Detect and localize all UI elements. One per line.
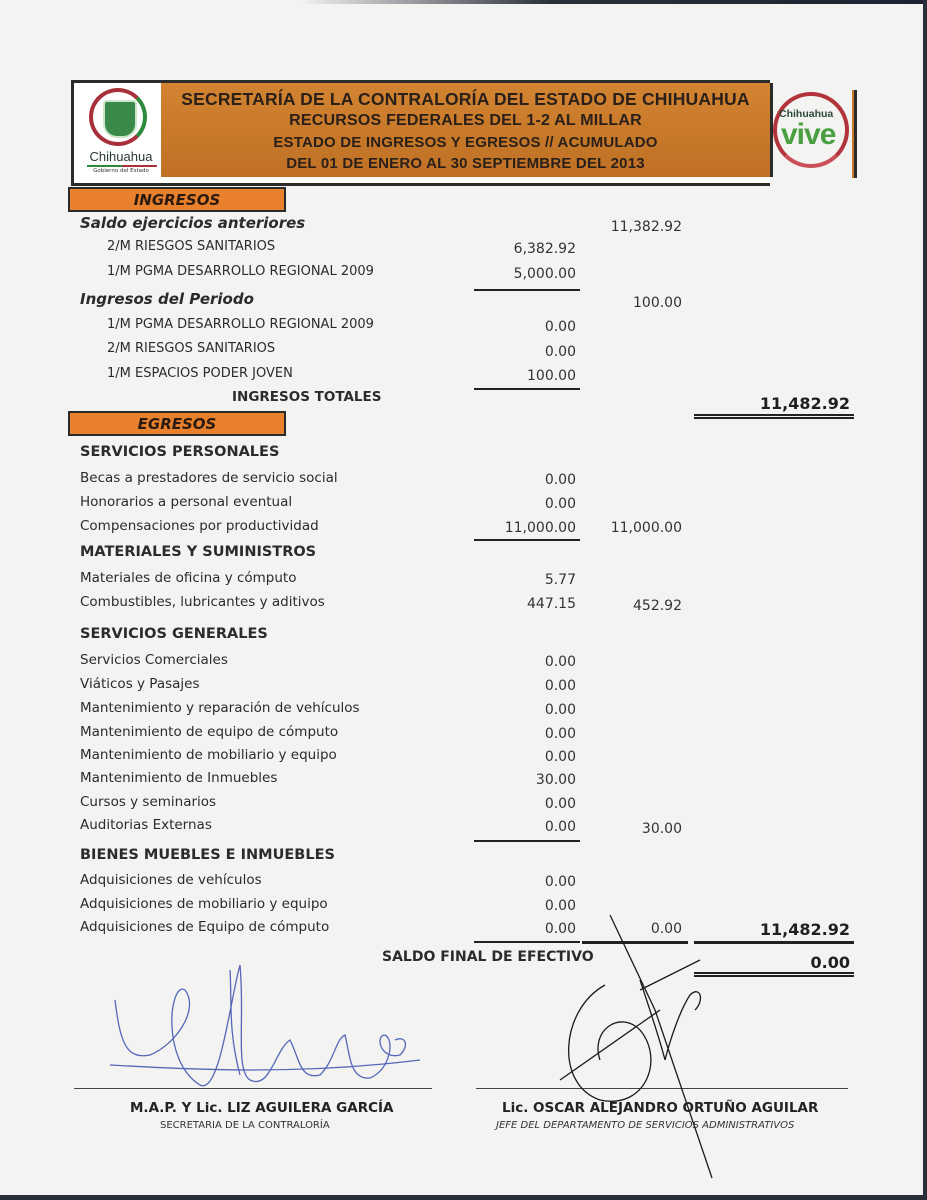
line-item-amount: 5,000.00 bbox=[513, 266, 576, 282]
logo-left-bar bbox=[87, 165, 157, 167]
line-item-label: Mantenimiento de equipo de cómputo bbox=[80, 724, 339, 740]
saldo-final-amount: 0.00 bbox=[810, 953, 850, 972]
signatory-role-left: SECRETARIA DE LA CONTRALORÍA bbox=[160, 1120, 330, 1131]
logo-right-big-text: vive bbox=[781, 118, 836, 151]
line-item-amount: 0.00 bbox=[544, 796, 576, 812]
line-item-label: 1/M PGMA DESARROLLO REGIONAL 2009 bbox=[107, 317, 374, 332]
subtotal-rule bbox=[474, 539, 580, 541]
ingresos-totales-label: INGRESOS TOTALES bbox=[232, 389, 382, 405]
subtotal-rule bbox=[582, 941, 688, 944]
total-double-rule bbox=[694, 414, 854, 419]
line-item-label: Cursos y seminarios bbox=[80, 794, 217, 810]
line-item-label: 2/M RIESGOS SANITARIOS bbox=[107, 341, 276, 356]
header-title-line4: DEL 01 DE ENERO AL 30 SEPTIEMBRE DEL 2013 bbox=[286, 155, 645, 172]
category-heading: SERVICIOS GENERALES bbox=[80, 626, 268, 642]
header-right-bar bbox=[852, 90, 857, 178]
header-title-line2: RECURSOS FEDERALES DEL 1-2 AL MILLAR bbox=[289, 112, 642, 129]
line-item-amount: 0.00 bbox=[544, 496, 576, 512]
logo-right-small-text: Chihuahua bbox=[779, 108, 834, 120]
signatory-name-left: M.A.P. Y Lic. LIZ AGUILERA GARCÍA bbox=[130, 1100, 394, 1116]
line-item-amount: 447.15 bbox=[527, 596, 576, 612]
category-subtotal: 11,000.00 bbox=[610, 520, 682, 536]
subtotal-rule bbox=[474, 941, 580, 943]
line-item-label: Adquisiciones de mobiliario y equipo bbox=[80, 896, 328, 912]
chihuahua-vive-logo bbox=[771, 86, 851, 176]
category-subtotal: 30.00 bbox=[641, 821, 682, 837]
scan-edge-bottom bbox=[0, 1195, 927, 1200]
line-item-label: Viáticos y Pasajes bbox=[80, 676, 200, 692]
logo-left-name: Chihuahua bbox=[89, 149, 153, 164]
line-item-amount: 0.00 bbox=[544, 874, 576, 890]
signature-left-scribble bbox=[110, 965, 420, 1086]
signature-line-left bbox=[74, 1088, 432, 1089]
section-tab-ingresos bbox=[68, 187, 286, 212]
ingresos-periodo-heading: Ingresos del Periodo bbox=[80, 290, 254, 308]
line-item-amount: 5.77 bbox=[544, 572, 576, 588]
line-item-amount: 30.00 bbox=[535, 772, 576, 788]
header-title-banner bbox=[161, 83, 773, 177]
line-item-amount: 11,000.00 bbox=[504, 520, 576, 536]
line-item-label: Adquisiciones de vehículos bbox=[80, 872, 262, 888]
scan-edge-right bbox=[923, 0, 927, 1200]
line-item-amount: 0.00 bbox=[544, 654, 576, 670]
section-title-egresos: EGRESOS bbox=[137, 415, 217, 433]
chihuahua-government-logo bbox=[83, 86, 155, 176]
coat-of-arms-icon bbox=[103, 100, 137, 138]
line-item-label: Servicios Comerciales bbox=[80, 652, 228, 668]
category-subtotal: 0.00 bbox=[650, 921, 682, 937]
subtotal-rule bbox=[474, 388, 580, 390]
logo-left-subtitle: Gobierno del Estado bbox=[93, 168, 149, 174]
line-item-label: Compensaciones por productividad bbox=[80, 518, 319, 534]
line-item-label: Adquisiciones de Equipo de cómputo bbox=[80, 919, 330, 935]
line-item-label: 1/M ESPACIOS PODER JOVEN bbox=[107, 366, 293, 381]
total-rule bbox=[694, 941, 854, 944]
category-subtotal: 452.92 bbox=[633, 598, 682, 614]
line-item-amount: 0.00 bbox=[544, 472, 576, 488]
document-header bbox=[71, 80, 856, 184]
line-item-amount: 100.00 bbox=[527, 368, 576, 384]
line-item-amount: 0.00 bbox=[544, 702, 576, 718]
signatory-name-right: Lic. OSCAR ALEJANDRO ORTUÑO AGUILAR bbox=[502, 1100, 819, 1116]
section-title-ingresos: INGRESOS bbox=[133, 191, 221, 209]
signatory-role-right: JEFE DEL DEPARTAMENTO DE SERVICIOS ADMINISTRATIVOS bbox=[496, 1120, 795, 1131]
scan-edge-top bbox=[300, 0, 927, 4]
line-item-amount: 0.00 bbox=[544, 678, 576, 694]
line-item-amount: 6,382.92 bbox=[513, 241, 576, 257]
line-item-label: Honorarios a personal eventual bbox=[80, 494, 293, 510]
saldo-final-label: SALDO FINAL DE EFECTIVO bbox=[382, 949, 594, 965]
line-item-amount: 0.00 bbox=[544, 749, 576, 765]
ingresos-totales-amount: 11,482.92 bbox=[759, 394, 850, 413]
line-item-label: Auditorias Externas bbox=[80, 817, 212, 833]
subtotal-rule bbox=[474, 840, 580, 842]
egresos-total-amount: 11,482.92 bbox=[759, 920, 850, 939]
line-item-label: Materiales de oficina y cómputo bbox=[80, 570, 297, 586]
signature-line-right bbox=[476, 1088, 848, 1089]
header-title-line3: ESTADO DE INGRESOS Y EGRESOS // ACUMULADO bbox=[273, 134, 658, 151]
subtotal-rule bbox=[474, 289, 580, 291]
category-heading: SERVICIOS PERSONALES bbox=[80, 444, 280, 460]
category-heading: BIENES MUEBLES E INMUEBLES bbox=[80, 847, 335, 863]
section-tab-egresos bbox=[68, 411, 286, 436]
line-item-amount: 0.00 bbox=[544, 344, 576, 360]
line-item-label: Becas a prestadores de servicio social bbox=[80, 470, 338, 486]
header-title-line1: SECRETARÍA DE LA CONTRALORÍA DEL ESTADO DE CHIHUAHUA bbox=[181, 89, 750, 109]
line-item-label: Mantenimiento y reparación de vehículos bbox=[80, 700, 360, 716]
line-item-label: Combustibles, lubricantes y aditivos bbox=[80, 594, 325, 610]
line-item-amount: 0.00 bbox=[544, 319, 576, 335]
line-item-label: Mantenimiento de Inmuebles bbox=[80, 770, 278, 786]
ingresos-periodo-subtotal: 100.00 bbox=[633, 295, 682, 311]
saldo-final-double-rule bbox=[694, 972, 854, 977]
line-item-amount: 0.00 bbox=[544, 819, 576, 835]
line-item-label: Mantenimiento de mobiliario y equipo bbox=[80, 747, 337, 763]
line-item-amount: 0.00 bbox=[544, 898, 576, 914]
line-item-amount: 0.00 bbox=[544, 726, 576, 742]
category-heading: MATERIALES Y SUMINISTROS bbox=[80, 544, 317, 560]
saldo-anteriores-heading: Saldo ejercicios anteriores bbox=[80, 214, 306, 232]
line-item-label: 1/M PGMA DESARROLLO REGIONAL 2009 bbox=[107, 264, 374, 279]
saldo-anteriores-subtotal: 11,382.92 bbox=[610, 219, 682, 235]
line-item-amount: 0.00 bbox=[544, 921, 576, 937]
line-item-label: 2/M RIESGOS SANITARIOS bbox=[107, 239, 276, 254]
